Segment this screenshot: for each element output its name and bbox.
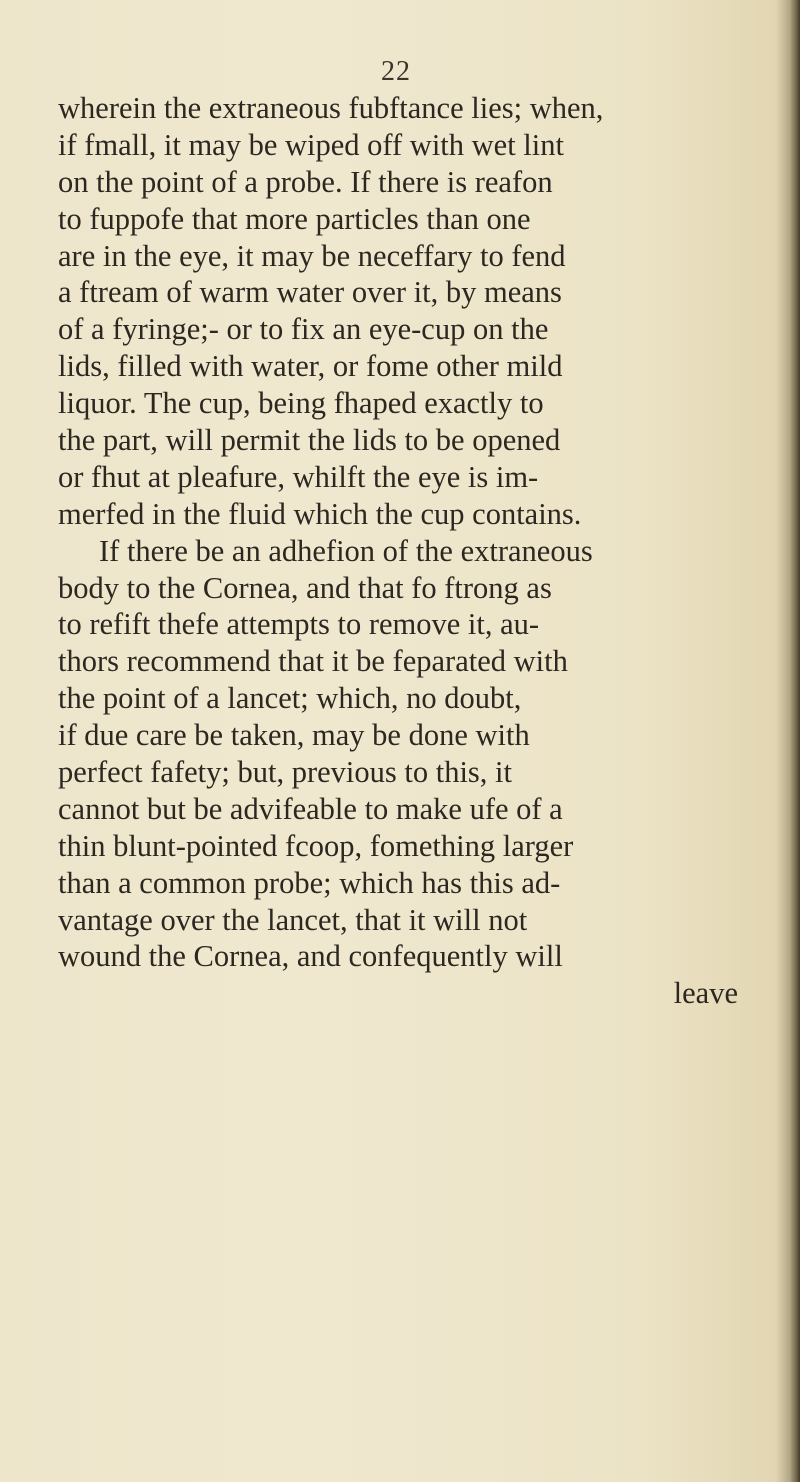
text-line-22: than a common probe; which has this ad- — [58, 865, 561, 900]
text-line-2: if fmall, it may be wiped off with wet lint — [58, 127, 564, 162]
text-line-9: liquor. The cup, being fhaped exactly to — [58, 386, 544, 421]
text-line-14: body to the Cornea, and that fo ftrong as — [58, 570, 552, 605]
text-line-13: If there be an adhefion of the extraneous — [99, 533, 593, 568]
text-line-12: merfed in the fluid which the cup contains. — [58, 496, 582, 531]
text-line-1: wherein the extraneous fubftance lies; when, — [58, 91, 604, 125]
text-line-20: cannot but be advifeable to make ufe of a — [58, 791, 563, 826]
text-line-23: vantage over the lancet, that it will not — [58, 902, 528, 937]
text-line-7: of a fyringe;- or to fix an eye-cup on the — [58, 312, 549, 347]
text-line-3: on the point of a probe. If there is reafon — [58, 164, 553, 199]
catchword: leave — [673, 976, 738, 1011]
text-line-6: a ftream of warm water over it, by means — [58, 275, 562, 310]
body-text — [58, 90, 738, 1012]
text-line-8: lids, filled with water, or fome other mild — [58, 349, 563, 384]
text-line-24: wound the Cornea, and confequently will — [58, 939, 563, 974]
text-line-5: are in the eye, it may be neceffary to fend — [58, 238, 566, 273]
text-line-19: perfect fafety; but, previous to this, it — [58, 755, 512, 790]
text-line-15: to refift thefe attempts to remove it, au- — [58, 607, 540, 642]
page-edge-shadow — [790, 0, 800, 1482]
text-line-10: the part, will permit the lids to be opened — [58, 423, 561, 458]
text-line-18: if due care be taken, may be done with — [58, 718, 530, 753]
text-line-21: thin blunt-pointed fcoop, fomething larger — [58, 828, 574, 863]
text-line-17: the point of a lancet; which, no doubt, — [58, 681, 522, 716]
text-line-11: or fhut at pleafure, whilft the eye is im- — [58, 459, 539, 494]
text-line-4: to fuppofe that more particles than one — [58, 201, 531, 236]
page-number: 22 — [381, 56, 411, 87]
text-line-16: thors recommend that it be feparated with — [58, 644, 568, 679]
